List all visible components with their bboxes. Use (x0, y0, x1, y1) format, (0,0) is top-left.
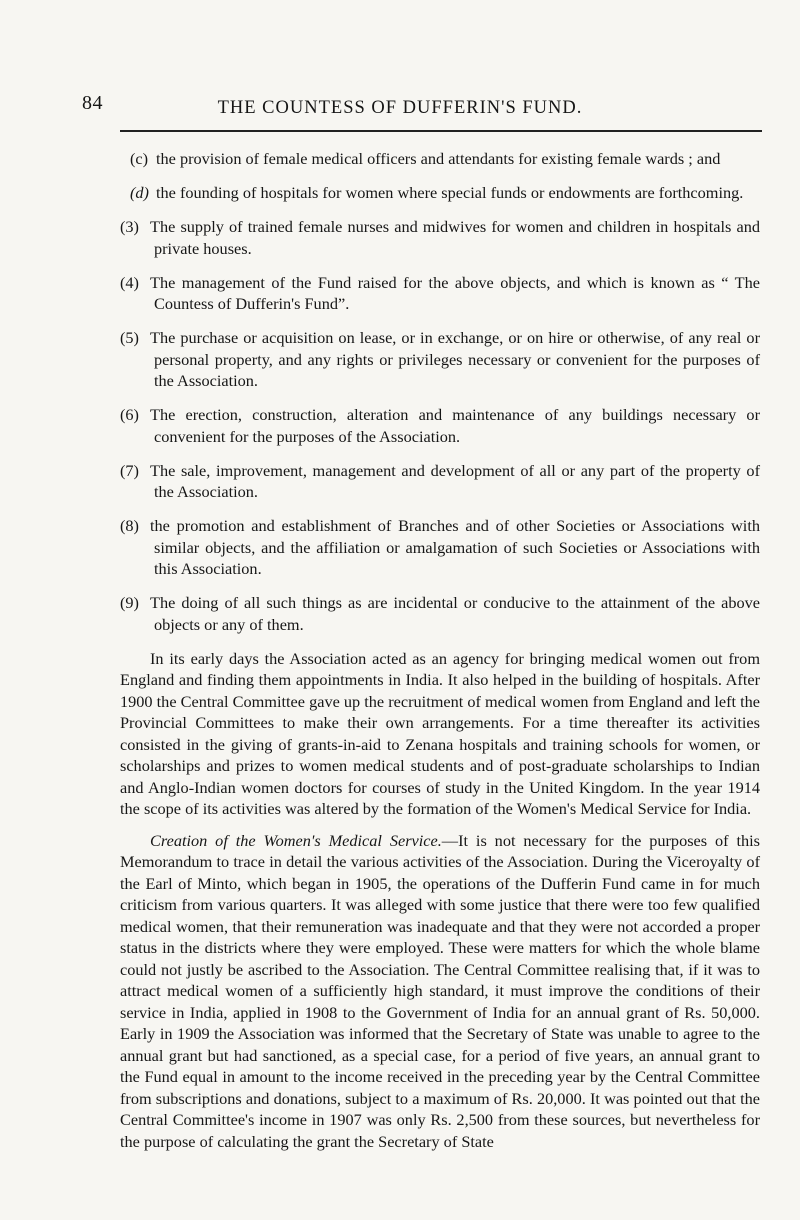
list-item (120, 148, 760, 170)
list-item-text: The erection, construction, alteration and maintenance of any buildings necessary or convenient for the purposes of the Association. (150, 405, 760, 446)
list-item (120, 272, 760, 315)
paragraph-early-days: In its early days the Association acted as an agency for bringing medical women out from England and finding them appointments in India. It also helped in the building of hospitals. After 1900 the Central Committee gave up the recruitment of medical women from England and left the Provincial Committees to make their own arrangements. For a time thereafter its activities consisted in the giving of grants-in-aid to Zenana hospitals and training schools for women, or scholarships and prizes to women medical students and of post-graduate scholarships to Indian and Anglo-Indian women doctors for courses of study in the United Kingdom. In the year 1914 the scope of its activities was altered by the formation of the Women's Medical Service for India. (120, 648, 760, 818)
paragraph-text: —It is not necessary for the purposes of this Memorandum to trace in detail the various activities of the Association. During the Viceroyalty of the Earl of Minto, which began in 1905, the operations of the Dufferin Fund came in for much criticism from various quarters. It was alleged with some justice that there were too few qualified medical women, that their remuneration was inadequate and that they were not accorded a proper status in the districts where they were employed. These were matters for which the whole blame could not justly be ascribed to the Association. The Central Committee realising that, if it was to attract medical women of a sufficiently high standard, it must improve the conditions of their service in India, applied in 1908 to the Government of India for an annual grant of Rs. 50,000. Early in 1909 the Association was informed that the Secretary of State was unable to agree to the annual grant but had sanctioned, as a special case, for a period of five years, an annual grant to the Fund equal in amount to the income received in the preceding year by the Central Committee from subscriptions and donations, subject to a maximum of Rs. 20,000. It was pointed out that the Central Committee's income in 1907 was only Rs. 2,500 from these sources, but nevertheless for the purpose of calculating the grant the Secretary of State (120, 830, 760, 1151)
list-item-text: The purchase or acquisition on lease, or in exchange, or on hire or otherwise, of any real or personal property, and any rights or privileges necessary or convenient for the purposes of the Association. (150, 328, 760, 390)
page-number: 84 (82, 92, 103, 114)
header-rule (120, 130, 762, 132)
list-item-label: (4) (120, 272, 139, 292)
list-item-text: The doing of all such things as are incidental or conducive to the attainment of the above objects or any of them. (150, 593, 760, 634)
list-item (120, 592, 760, 635)
paragraph-heading: Creation of the Women's Medical Service. (150, 830, 442, 850)
list-item-text: the promotion and establishment of Branches and of other Societies or Associations with similar objects, and the affiliation or amalgamation of such Societies or Associations with this Association. (150, 516, 760, 578)
running-head-title: THE COUNTESS OF DUFFERIN'S FUND. (217, 98, 583, 118)
list-item (120, 182, 760, 204)
list-item-text: The sale, improvement, management and development of all or any part of the property of the Association. (150, 460, 760, 501)
list-item-label: (9) (120, 593, 139, 612)
running-head (0, 98, 800, 119)
list-item-text: The management of the Fund raised for the above objects, and which is known as “ The Countess of Dufferin's Fund”. (150, 272, 760, 313)
page-body (120, 148, 760, 1162)
list-item-label: (c) (130, 149, 149, 168)
list-item-text: the provision of female medical officers and attendants for existing female wards ; and (156, 149, 721, 168)
list-item (120, 515, 760, 580)
list-item-label: (d) (130, 183, 149, 202)
list-item-text: the founding of hospitals for women where special funds or endowments are forthcoming. (156, 183, 744, 202)
list-item (120, 460, 760, 503)
list-item (120, 216, 760, 259)
list-item-label: (3) (120, 217, 139, 236)
list-item-label: (8) (120, 516, 139, 535)
list-item-label: (6) (120, 405, 139, 424)
list-item (120, 327, 760, 392)
list-item-label: (5) (120, 328, 139, 347)
paragraph-creation (120, 830, 760, 1153)
list-item-label: (7) (120, 460, 139, 480)
list-item (120, 404, 760, 447)
list-item-text: The supply of trained female nurses and midwives for women and children in hospitals and private houses. (150, 217, 760, 258)
